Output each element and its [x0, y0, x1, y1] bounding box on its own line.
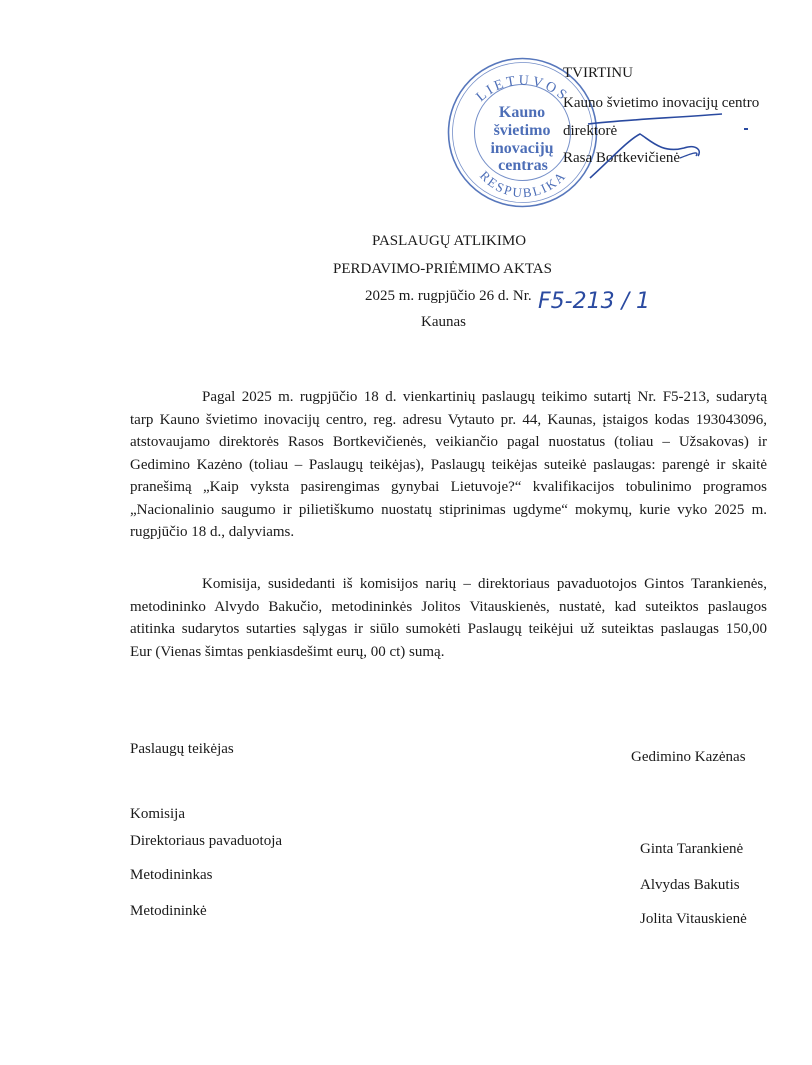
- approval-position: direktorė: [563, 123, 618, 139]
- paragraph-2: [130, 573, 767, 663]
- ink-dot: [744, 128, 748, 130]
- member1-role: Direktoriaus pavaduotoja: [130, 833, 283, 849]
- director-signature: [580, 100, 730, 180]
- document-title: PASLAUGŲ ATLIKIMO: [372, 233, 527, 249]
- document-subtitle: PERDAVIMO-PRIĖMIMO AKTAS: [333, 261, 552, 277]
- stamp-top-text: LIETUVOS: [473, 73, 572, 105]
- approve-label: TVIRTINU: [563, 65, 633, 81]
- paragraph-line: metodininko Alvydo Bakučio, metodininkės Jolitos Vitauskienės, nustatė, kad suteiktos paslaugos: [130, 598, 767, 615]
- member3-name: Jolita Vitauskienė: [640, 911, 747, 927]
- paragraph-line: Eur (Vienas šimtas penkiasdešimt eurų, 00 ct) sumą.: [130, 643, 445, 660]
- paragraph-line: Komisija, susidedanti iš komisijos narių – direktoriaus pavaduotojos Gintos Tarankienės,: [202, 576, 767, 592]
- approval-name: Rasa Bortkevičienė: [563, 150, 681, 166]
- member3-role: Metodininkė: [130, 903, 207, 919]
- stamp-center-line: inovacijų: [490, 140, 554, 157]
- stamp-center-line: centras: [498, 157, 548, 174]
- paragraph-line: tarp Kauno švietimo inovacijų centro, reg. adresu Vytauto pr. 44, Kaunas, įstaigos kodas 193043096,: [130, 411, 767, 428]
- paragraph-line: rugpjūčio 18 d., dalyviams.: [130, 524, 295, 540]
- approval-institution: Kauno švietimo inovacijų centro: [563, 95, 760, 111]
- commission-label: Komisija: [130, 806, 185, 822]
- paragraph-line: atstovaujamo direktorės Rasos Bortkevičienės, veikiančio pagal nuostatus (toliau – Užsakovas) ir: [130, 434, 767, 450]
- provider-role: Paslaugų teikėjas: [130, 741, 234, 757]
- member2-name: Alvydas Bakutis: [640, 877, 740, 893]
- member2-role: Metodininkas: [130, 867, 213, 883]
- svg-text:F5-213 / 1: F5-213 / 1: [538, 289, 650, 314]
- stamp-center-line: Kauno: [498, 104, 546, 121]
- handwritten-number: [536, 278, 666, 326]
- paragraph-line: „Nacionalinio saugumo ir pilietiškumo nuostatų stiprinimas ugdyme“ mokymų, kurie vyko 2025 m.: [130, 501, 767, 518]
- provider-name: Gedimino Kazėnas: [631, 749, 746, 765]
- document-date: 2025 m. rugpjūčio 26 d. Nr.: [365, 288, 532, 304]
- stamp-bottom-text: RESPUBLIKA: [476, 167, 570, 201]
- paragraph-line: Gedimino Kazėno (toliau – Paslaugų teikėjas), Paslaugų teikėjas suteikė paslaugas: parengė ir skaitė: [130, 456, 767, 473]
- paragraph-line: atitinka sudarytos sutarties sąlygas ir siūlo sumokėti Paslaugų teikėjui už suteiktas paslaugas 150,00: [130, 621, 767, 637]
- stamp-center-line: švietimo: [493, 122, 551, 139]
- paragraph-line: Pagal 2025 m. rugpjūčio 18 d. vienkartinių paslaugų teikimo sutartį Nr. F5-213, sudarytą: [202, 389, 767, 405]
- paragraph-1: [130, 386, 767, 544]
- paragraph-line: pranešimą „Kaip vyksta pasirengimas gynybai Lietuvoje?“ kvalifikacijos tobulinimo programos: [130, 479, 767, 495]
- document-city: Kaunas: [421, 314, 466, 330]
- member1-name: Ginta Tarankienė: [640, 841, 744, 857]
